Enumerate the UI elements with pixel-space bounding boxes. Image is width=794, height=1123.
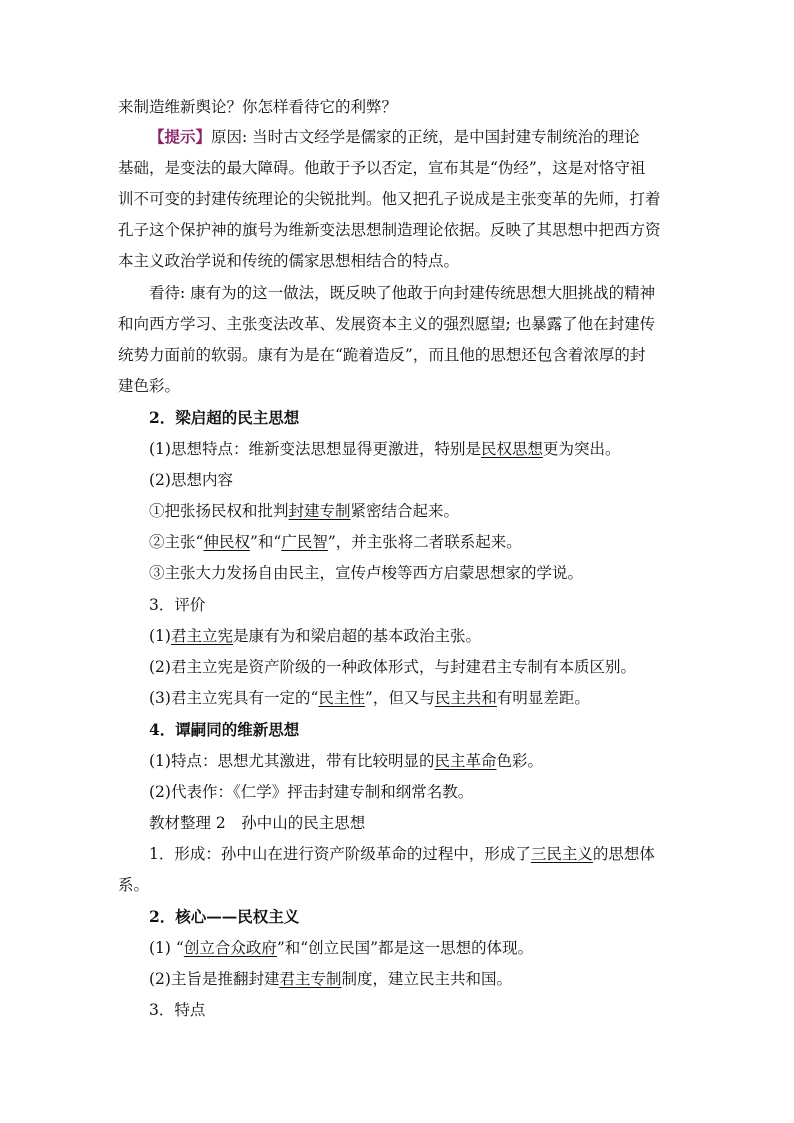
tan-item: (2)代表作：《仁学》抨击封建专制和纲常名教。 [149,783,474,801]
sun-item: 系。 [118,876,150,894]
blank-answer: 君主专制 [279,970,342,988]
blank-answer: 民主共和 [434,689,497,707]
sun-item: (1) “创立合众政府”和“创立民国”都是这一思想的体现。 [149,939,534,957]
hint-paragraph-line [149,126,709,148]
hint-paragraph-line: 孔子这个保护神的旗号为维新变法思想制造理论依据。反映了其思想中把西方资 [118,221,661,239]
blank-answer: 创立合众政府 [183,939,277,957]
blank-answer: 民主性 [318,689,365,707]
sun-item: 1．形成：孙中山在进行资产阶级革命的过程中，形成了三民主义的思想体 [149,845,655,863]
section-title: 教材整理 2 孙中山的民主思想 [149,814,366,832]
question-tail: 来制造维新舆论？你怎样看待它的利弊？ [118,98,398,116]
liang-item: ③主张大力发扬自由民主，宣传卢梭等西方启蒙思想家的学说。 [149,564,584,582]
view-paragraph-line: 建色彩。 [118,377,181,395]
sun-item: (2)主旨是推翻封建君主专制制度，建立民主共和国。 [149,970,512,988]
hint-paragraph-line: 本主义政治学说和传统的儒家思想相结合的特点。 [118,252,460,270]
hint-label: 【提示】 [149,127,212,146]
blank-answer: 民主革命 [434,752,497,770]
eval-item: (1)君主立宪是康有为和梁启超的基本政治主张。 [149,627,481,645]
view-paragraph-line: 统势力面前的软弱。康有为是在“跪着造反”，而且他的思想还包含着浓厚的封 [118,346,646,364]
blank-answer: 三民主义 [530,845,593,863]
view-paragraph-line: 和向西方学习、主张变法改革、发展资本主义的强烈愿望; 也暴露了他在封建传 [118,315,656,333]
eval-heading: 3．评价 [149,596,206,614]
liang-item: (2)思想内容 [149,471,233,489]
sun-feature-heading: 3．特点 [149,1001,206,1019]
liang-item: (1)思想特点：维新变法思想显得更激进，特别是民权思想更为突出。 [149,440,621,458]
liang-item: ②主张“伸民权”和“广民智”，并主张将二者联系起来。 [149,533,522,551]
blank-answer: 封建专制 [288,502,351,520]
liang-item: ①把张扬民权和批判封建专制紧密结合起来。 [149,502,460,520]
liang-heading: 2．梁启超的民主思想 [149,408,300,427]
view-paragraph-line: 看待: 康有为的这一做法，既反映了他敢于向封建传统思想大胆挑战的精神 [149,284,656,302]
blank-answer: 民权思想 [480,440,543,458]
eval-item: (3)君主立宪具有一定的“民主性”，但又与民主共和有明显差距。 [149,689,590,707]
hint-paragraph-line: 训不可变的封建传统理论的尖锐批判。他又把孔子说成是主张变革的先师，打着 [118,190,661,208]
hint-paragraph-line: 基础，是变法的最大障碍。他敢于予以否定，宣布其是“伪经”，这是对恪守祖 [118,159,646,177]
eval-item: (2)君主立宪是资产阶级的一种政体形式，与封建君主专制有本质区别。 [149,658,636,676]
blank-answer: 君主立宪 [170,627,233,645]
hint-text: 原因: 当时古文经学是儒家的正统，是中国封建专制统治的理论 [211,128,640,146]
sun-core-heading: 2．核心——民权主义 [149,907,300,926]
tan-heading: 4．谭嗣同的维新思想 [149,720,300,739]
blank-answer: 广民智 [281,533,328,551]
tan-item: (1)特点：思想尤其激进，带有比较明显的民主革命色彩。 [149,752,543,770]
blank-answer: 伸民权 [203,533,250,551]
